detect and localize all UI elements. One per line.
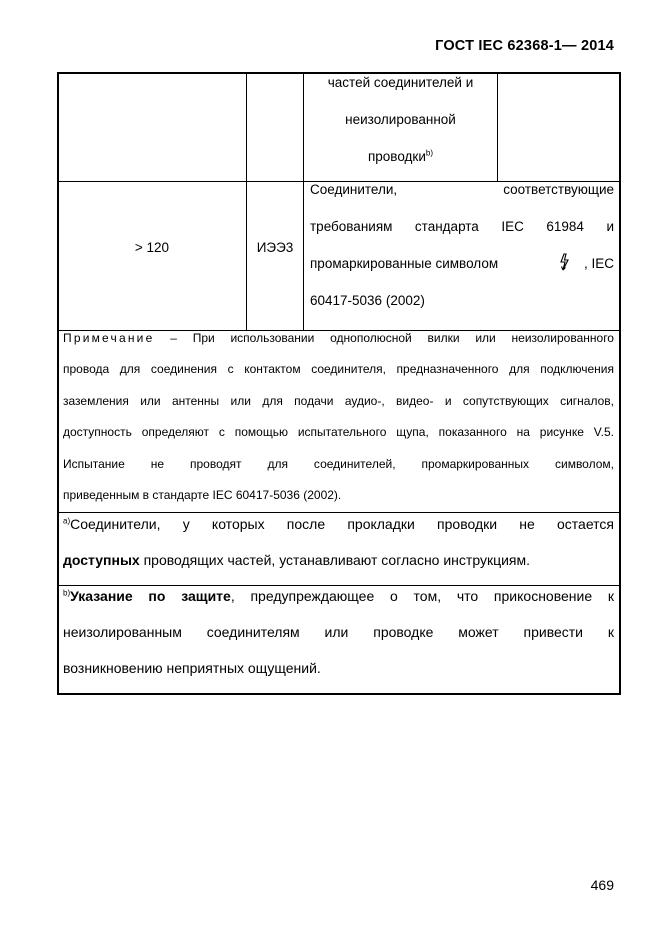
cell-text-main: проводки	[367, 149, 426, 164]
lightning-symbol-icon	[558, 253, 570, 271]
note-label: Примечание	[63, 331, 155, 345]
connector-description	[310, 171, 614, 319]
table-divider	[497, 72, 498, 182]
footnote-a	[63, 506, 614, 578]
footnote-term: Указание по защите	[70, 588, 231, 604]
desc-text: , IEC	[583, 256, 614, 271]
table-note	[63, 323, 614, 511]
note-line: приведенным в стандарте IEC 60417-5036 (2002).	[63, 487, 342, 502]
desc-symbol-group	[558, 245, 614, 282]
desc-text: промаркированные символом	[310, 256, 499, 271]
page-number: 469	[590, 877, 614, 893]
footnote-b	[63, 578, 614, 686]
document-header: ГОСТ IEC 62368-1— 2014	[435, 38, 614, 54]
desc-line	[310, 245, 614, 282]
note-text: – При использовании однополюсной вилки или неизолированного	[170, 331, 614, 345]
cell-text: неизолированной	[345, 112, 456, 127]
note-line	[63, 323, 614, 354]
class-value: ИЭЭ3	[256, 240, 294, 255]
table-divider	[246, 72, 247, 330]
desc-line: 60417-5036 (2002)	[310, 293, 425, 308]
footnote-text: Соединители, у которых после прокладки проводки не остается	[70, 516, 614, 532]
footnote-line: возникновению неприятных ощущений.	[63, 660, 321, 676]
footnote-term: доступных	[63, 552, 140, 568]
desc-line: требованиям стандарта IEC 61984 и	[310, 219, 614, 234]
note-line: заземления или антенны или для подачи аудио-, видео- и сопутствующих сигналов,	[63, 393, 614, 408]
cell-text: частей соединителей и	[327, 75, 474, 90]
footnote-line: неизолированным соединителям или проводке может привести к	[63, 624, 614, 640]
cell-text	[304, 138, 497, 175]
footnote-line	[63, 542, 614, 578]
footnote-marker: b)	[63, 588, 71, 598]
footnote-line	[63, 578, 614, 614]
note-line: доступность определяют с помощью испытательного щупа, показанного на рисунке V.5.	[63, 425, 614, 440]
note-line: Испытание не проводят для соединителей, промаркированных символом,	[63, 456, 614, 471]
voltage-value: > 120	[134, 240, 170, 255]
footnote-text: , предупреждающее о том, что прикосновение к	[230, 588, 614, 604]
note-line: провода для соединения с контактом соединителя, предназначенного для подключения	[63, 362, 614, 377]
footnote-marker: a)	[63, 516, 71, 526]
footnote-text: проводящих частей, устанавливают согласно инструкциям.	[139, 552, 531, 568]
footnote-line	[63, 506, 614, 542]
table-row	[304, 64, 497, 175]
desc-line: Соединители, соответствующие	[310, 182, 614, 197]
footnote-marker: b)	[425, 148, 433, 158]
